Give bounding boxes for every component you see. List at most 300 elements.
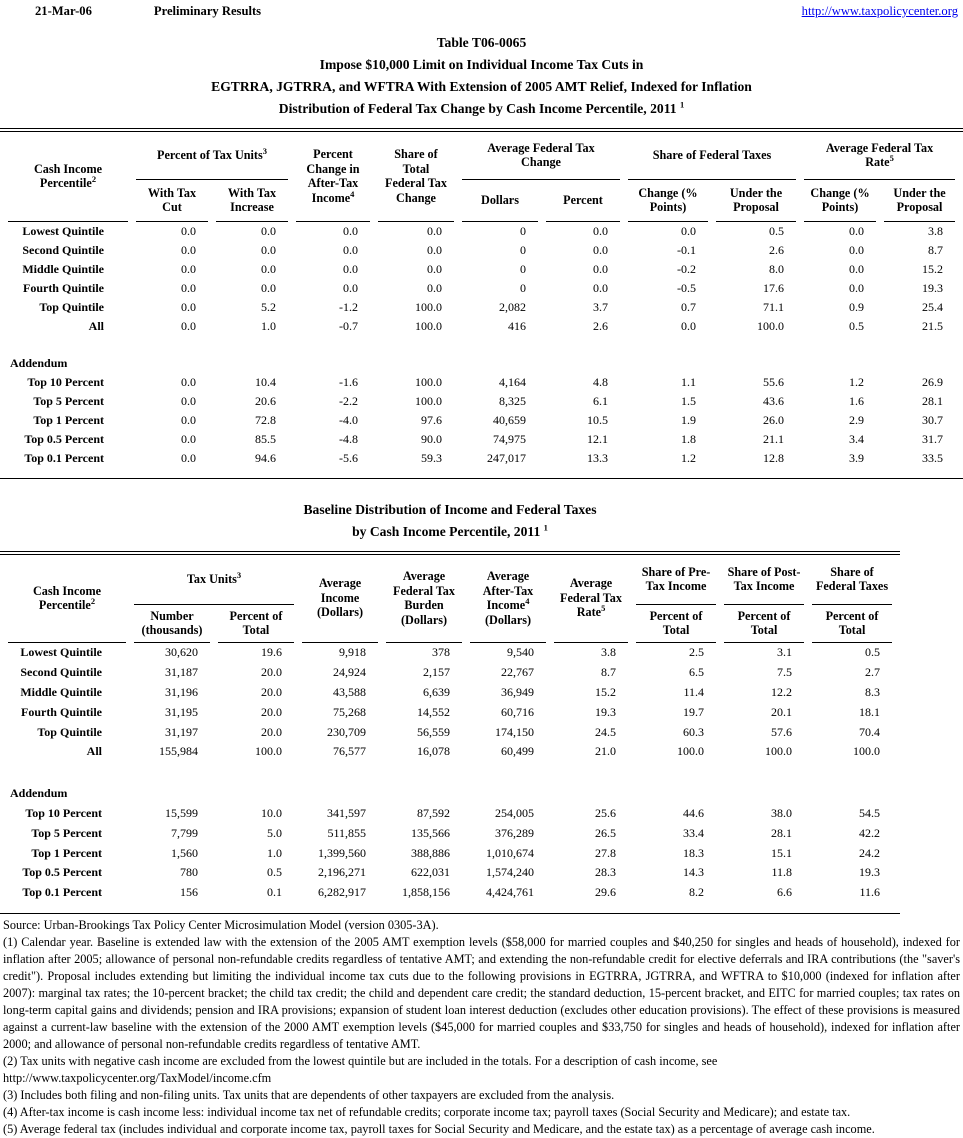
row-label: Top 5 Percent [33, 394, 104, 408]
cell-value: 3.8 [601, 645, 617, 660]
col-change-points: Change (% Points) [628, 180, 708, 222]
cell-value: 15.1 [771, 845, 793, 860]
table-row [8, 279, 955, 298]
cell-value: 15.2 [595, 684, 617, 699]
cell-value: 19.6 [261, 645, 283, 660]
cell-value: 20.1 [771, 704, 793, 719]
cell-value: 30,620 [165, 645, 198, 660]
cell-value: 28.1 [922, 394, 944, 408]
cell-value: 14,552 [417, 704, 451, 719]
cell-value: 36,949 [501, 684, 535, 699]
cell-value: -5.6 [339, 451, 358, 465]
cell-value: 14.3 [683, 865, 705, 880]
cell-value: 60.3 [683, 724, 705, 739]
table-row [8, 411, 955, 430]
cell-value: 1.5 [681, 394, 696, 408]
col-percent-of-total: Percent of Total [218, 605, 294, 643]
cell-value: 100.0 [677, 744, 705, 759]
cell-value: 100.0 [757, 319, 785, 333]
row-label: All [88, 319, 104, 333]
cell-value: 31,196 [165, 684, 198, 699]
cell-value: 1.0 [267, 845, 283, 860]
cell-value: 100.0 [415, 394, 442, 408]
cell-value: 24.2 [859, 845, 881, 860]
cell-value: 7,799 [171, 825, 198, 840]
cell-value: 20.0 [261, 724, 283, 739]
spacer-row [8, 336, 955, 354]
cell-value: 0.0 [181, 243, 196, 257]
cell-value: 100.0 [415, 375, 442, 389]
table-row [8, 430, 955, 449]
cell-value: 0.1 [267, 885, 283, 900]
cell-value: 8.7 [928, 243, 944, 257]
cell-value: 0.0 [427, 224, 442, 238]
group-average-federal-tax-rate: Average Federal Tax Rate$^5$ [804, 132, 955, 180]
cell-value: 19.7 [683, 704, 705, 719]
cell-value: -2.2 [339, 394, 358, 408]
row-label: All [86, 744, 102, 759]
group-share-federal-taxes: Share of Federal Taxes [812, 555, 892, 605]
cell-value: 0.0 [849, 262, 865, 276]
cell-value: -1.6 [339, 375, 358, 389]
row-label: Lowest Quintile [20, 645, 102, 660]
col-percent-of-total: Percent of Total [812, 605, 892, 643]
tax-change-table-container [0, 128, 963, 479]
cell-value: 135,566 [411, 825, 451, 840]
cell-value: 0.7 [681, 300, 696, 314]
report-date: 21-Mar-06 [35, 4, 92, 18]
cell-value: 0.0 [261, 243, 276, 257]
table-row [8, 843, 892, 863]
cell-value: 0.0 [593, 224, 608, 238]
cell-value: 25.4 [922, 300, 944, 314]
cell-value: 780 [180, 865, 198, 880]
cell-value: 0.0 [261, 281, 276, 295]
col-with-tax-cut: With Tax Cut [136, 180, 208, 222]
cell-value: 0.0 [849, 281, 865, 295]
cell-value: 6.5 [689, 665, 705, 680]
row-label: Top Quintile [39, 300, 104, 314]
cell-value: 0.5 [849, 319, 865, 333]
table-row [8, 804, 892, 824]
cell-value: 24,924 [333, 665, 367, 680]
cell-value: 3.8 [928, 224, 944, 238]
row-label: Top 1 Percent [33, 413, 104, 427]
cell-value: 6,282,917 [318, 885, 367, 900]
col-percent-of-total: Percent of Total [636, 605, 716, 643]
cell-value: 57.6 [771, 724, 793, 739]
cell-value: 1,574,240 [486, 865, 535, 880]
cell-value: -0.2 [677, 262, 696, 276]
col-under-proposal: Under the Proposal [716, 180, 796, 222]
cell-value: 0.5 [267, 865, 283, 880]
cell-value: 0 [520, 224, 526, 238]
cell-value: 2.6 [593, 319, 608, 333]
col-average-after-tax-income: Average After-Tax Income$^4$ (Dollars) [470, 555, 546, 643]
cell-value: 376,289 [495, 825, 535, 840]
cell-value: 0.0 [593, 281, 608, 295]
cell-value: 60,716 [501, 704, 535, 719]
cell-value: 0.0 [181, 281, 196, 295]
col-share-total-federal-tax-change: Share of Total Federal Tax Change [378, 132, 454, 222]
tax-change-table [0, 132, 963, 468]
quintile-rows [8, 643, 892, 762]
quintile-rows [8, 222, 955, 336]
table-row [8, 241, 955, 260]
table-row [8, 298, 955, 317]
cell-value: 18.1 [859, 704, 881, 719]
cell-value: 59.3 [421, 451, 442, 465]
table-row [8, 392, 955, 411]
cell-value: 27.8 [595, 845, 617, 860]
cell-value: 55.6 [763, 375, 785, 389]
cell-value: 90.0 [421, 432, 442, 446]
cell-value: 0.0 [343, 224, 358, 238]
cell-value: 247,017 [487, 451, 526, 465]
cell-value: 0.0 [181, 394, 196, 408]
cell-value: 0 [520, 262, 526, 276]
top-header [0, 0, 963, 19]
row-label: Top Quintile [37, 724, 102, 739]
cell-value: 3.1 [777, 645, 793, 660]
table-row [8, 823, 892, 843]
addendum-divider [8, 336, 955, 373]
row-label: Top 0.5 Percent [22, 865, 102, 880]
row-label: Top 0.1 Percent [22, 885, 102, 900]
baseline-table-title: Baseline Distribution of Income and Federal Taxes by Cash Income Percentile, 2011 $^1$ [303, 502, 597, 539]
cell-value: 1.2 [849, 375, 865, 389]
addendum-row [8, 354, 955, 373]
cell-value: 19.3 [595, 704, 617, 719]
cell-value: 8.2 [689, 885, 705, 900]
cell-value: 11.6 [859, 885, 881, 900]
cell-value: 9,918 [339, 645, 367, 660]
cell-value: -4.0 [339, 413, 358, 427]
cell-value: 71.1 [763, 300, 785, 314]
cell-value: -0.5 [677, 281, 696, 295]
cell-value: 10.4 [255, 375, 276, 389]
cell-value: 24.5 [595, 724, 617, 739]
cell-value: 1.8 [681, 432, 696, 446]
cell-value: 0.0 [343, 281, 358, 295]
cell-value: 8.3 [865, 684, 881, 699]
cell-value: 100.0 [415, 319, 442, 333]
cell-value: 174,150 [495, 724, 535, 739]
table-row [8, 222, 955, 241]
cell-value: 0.0 [181, 413, 196, 427]
baseline-table-container [0, 551, 900, 914]
spacer-row [8, 762, 892, 784]
cell-value: 1.1 [681, 375, 696, 389]
group-percent-of-tax-units: Percent of Tax Units$^3$ [136, 132, 288, 180]
addendum-divider [8, 762, 892, 804]
table-row [8, 683, 892, 703]
cell-value: 1.6 [849, 394, 865, 408]
cell-value: 21.5 [922, 319, 944, 333]
group-share-pre-tax-income: Share of Pre- Tax Income [636, 555, 716, 605]
table-row [8, 663, 892, 683]
cell-value: 0.0 [427, 281, 442, 295]
cell-value: 76,577 [333, 744, 367, 759]
baseline-distribution-table [0, 555, 900, 903]
row-label: Top 10 Percent [27, 375, 104, 389]
addendum-label: Addendum [10, 786, 68, 801]
col-dollars: Dollars [462, 180, 538, 222]
cell-value: 26.9 [922, 375, 944, 389]
cell-value: 15,599 [165, 805, 198, 820]
cell-value: 21.1 [763, 432, 785, 446]
cell-value: 12.2 [771, 684, 793, 699]
cell-value: 4.8 [593, 375, 608, 389]
cell-value: -0.1 [677, 243, 696, 257]
cell-value: 1,560 [171, 845, 198, 860]
cell-value: 74,975 [493, 432, 526, 446]
cell-value: 5.2 [261, 300, 276, 314]
row-label: Middle Quintile [22, 262, 104, 276]
footnote: (2) Tax units with negative cash income are excluded from the lowest quintile but are included in the totals. For a description of cash income, see http://www.taxpolicycenter.org/TaxModel/income.cfm [3, 1053, 718, 1085]
col-pct-change-after-tax-income: Percent Change in After-Tax Income$^4$ [296, 132, 370, 222]
group-share-post-tax-income: Share of Post- Tax Income [724, 555, 804, 605]
cell-value: 0.0 [427, 243, 442, 257]
report-status: Preliminary Results [153, 4, 262, 18]
cell-value: 19.3 [859, 865, 881, 880]
cell-value: 10.5 [587, 413, 608, 427]
cell-value: 100.0 [765, 744, 793, 759]
row-label: Second Quintile [22, 243, 104, 257]
cell-value: 0.0 [181, 375, 196, 389]
cell-value: 0.0 [593, 262, 608, 276]
cell-value: 0.0 [181, 300, 196, 314]
cell-value: 8,325 [499, 394, 526, 408]
cell-value: 5.0 [267, 825, 283, 840]
cell-value: 22,767 [501, 665, 535, 680]
col-average-federal-tax-burden: Average Federal Tax Burden (Dollars) [386, 555, 462, 643]
cell-value: 0.0 [427, 262, 442, 276]
cell-value: 6.6 [777, 885, 793, 900]
row-label: Second Quintile [20, 665, 102, 680]
cell-value: 0.0 [681, 319, 696, 333]
cell-value: 21.0 [595, 744, 617, 759]
cell-value: 33.5 [922, 451, 944, 465]
group-tax-units: Tax Units$^3$ [134, 555, 294, 605]
table-row [8, 373, 955, 392]
col-number-thousands: Number (thousands) [134, 605, 210, 643]
cell-value: 16,078 [417, 744, 451, 759]
cell-value: 1.0 [261, 319, 276, 333]
cell-value: 0.0 [343, 243, 358, 257]
cell-value: 40,659 [493, 413, 526, 427]
cell-value: 0 [520, 281, 526, 295]
row-label: Fourth Quintile [20, 704, 102, 719]
col-cash-income-percentile: Cash Income Percentile$^2$ [8, 132, 128, 222]
cell-value: 2.7 [865, 665, 881, 680]
footnote: (3) Includes both filing and non-filing units. Tax units that are dependents of other taxpayers are excluded from the analysis. [3, 1087, 615, 1102]
cell-value: 1,010,674 [486, 845, 535, 860]
col-average-income: Average Income (Dollars) [302, 555, 378, 643]
header-row-groups [8, 555, 892, 605]
addendum-label: Addendum [10, 356, 68, 370]
cell-value: 0.0 [261, 262, 276, 276]
table-row [8, 317, 955, 336]
cell-value: 26.5 [595, 825, 617, 840]
cell-value: 15.2 [922, 262, 944, 276]
cell-value: 230,709 [327, 724, 367, 739]
cell-value: 2,196,271 [318, 865, 367, 880]
cell-value: 19.3 [922, 281, 944, 295]
cell-value: 416 [508, 319, 526, 333]
cell-value: 0.0 [181, 451, 196, 465]
footnote: (1) Calendar year. Baseline is extended law with the extension of the 2005 AMT exemption levels ($58,000 for married couples and $40,250 for singles and heads of household), indexed for inflation after 2005; allowance of personal non-refundable credits regardless of tentative AMT; and extending the non-refundable credit for elective deferrals and IRA contributions (the "saver's credit"). Proposal includes extending but limiting the individual income tax cuts due to the following provisions in EGTRRA, JGTRRA, and WFTRA to $10,000 (indexed for inflation after 2007): marginal tax rates; the 10-percent bracket; the child tax credit; the child and dependent care credit; the standard deduction, 15-percent bracket, and EITC for married couples; tax rates on long-term capital gains and dividends; pension and IRA provisions; expansion of student loan interest deduction (excludes other education provisions). The effect of these provisions is measured against a current-law baseline with the extension of the 2000 AMT exemption levels ($45,000 for married couples and $33,750 for singles and heads of household), indexed for inflation after 2000; and allowance of personal non-refundable credits regardless of tentative AMT. [3, 934, 960, 1051]
table-row [8, 883, 892, 903]
header-row-groups [8, 132, 955, 180]
cell-value: 0.5 [769, 224, 785, 238]
cell-value: 1.2 [681, 451, 696, 465]
cell-value: 2.5 [689, 645, 705, 660]
cell-value: 100.0 [415, 300, 442, 314]
cell-value: 44.6 [683, 805, 705, 820]
col-average-federal-tax-rate: Average Federal Tax Rate$^5$ [554, 555, 628, 643]
cell-value: 17.6 [763, 281, 785, 295]
cell-value: 0.0 [849, 243, 865, 257]
cell-value: 9,540 [507, 645, 535, 660]
cell-value: 6,639 [423, 684, 451, 699]
cell-value: 3.7 [593, 300, 608, 314]
cell-value: 12.8 [763, 451, 785, 465]
cell-value: 11.4 [683, 684, 705, 699]
cell-value: 56,559 [417, 724, 451, 739]
cell-value: 511,855 [327, 825, 367, 840]
row-label: Top 10 Percent [25, 805, 102, 820]
cell-value: 20.0 [261, 665, 283, 680]
addendum-rows [8, 804, 892, 903]
table-row [8, 702, 892, 722]
cell-value: 2.6 [769, 243, 785, 257]
cell-value: 0.0 [181, 224, 196, 238]
cell-value: 622,031 [411, 865, 451, 880]
row-label: Middle Quintile [20, 684, 102, 699]
cell-value: 26.0 [763, 413, 785, 427]
cell-value: 28.1 [771, 825, 793, 840]
cell-value: 378 [432, 645, 451, 660]
col-change-points: Change (% Points) [804, 180, 876, 222]
cell-value: 6.1 [593, 394, 608, 408]
row-label: Fourth Quintile [22, 281, 104, 295]
row-label: Top 0.5 Percent [24, 432, 104, 446]
cell-value: 18.3 [683, 845, 705, 860]
cell-value: 2.9 [849, 413, 865, 427]
cell-value: 13.3 [587, 451, 608, 465]
header-row-subcolumns [8, 180, 955, 222]
cell-value: 4,424,761 [486, 885, 535, 900]
cell-value: 0.9 [849, 300, 865, 314]
cell-value: 10.0 [261, 805, 283, 820]
cell-value: 75,268 [333, 704, 367, 719]
cell-value: 43,588 [333, 684, 367, 699]
cell-value: 20.0 [261, 684, 283, 699]
cell-value: 31,197 [165, 724, 198, 739]
cell-value: 31,195 [165, 704, 198, 719]
cell-value: 2,082 [499, 300, 526, 314]
cell-value: 0.0 [181, 262, 196, 276]
table-row [8, 449, 955, 468]
cell-value: 100.0 [853, 744, 881, 759]
cell-value: 1,399,560 [318, 845, 367, 860]
cell-value: 2,157 [423, 665, 451, 680]
baseline-table-header [8, 555, 892, 643]
cell-value: -0.7 [339, 319, 358, 333]
cell-value: 43.6 [763, 394, 785, 408]
cell-value: 60,499 [501, 744, 535, 759]
cell-value: 1.9 [681, 413, 696, 427]
cell-value: 0.5 [865, 645, 881, 660]
cell-value: 0.0 [343, 262, 358, 276]
taxpolicycenter-link[interactable]: http://www.taxpolicycenter.org [801, 4, 958, 18]
cell-value: 254,005 [495, 805, 535, 820]
cell-value: 0.0 [261, 224, 276, 238]
cell-value: 25.6 [595, 805, 617, 820]
cell-value: 341,597 [327, 805, 367, 820]
cell-value: 388,886 [411, 845, 451, 860]
cell-value: 30.7 [922, 413, 944, 427]
cell-value: 0.0 [849, 224, 865, 238]
cell-value: 0 [520, 243, 526, 257]
cell-value: 0.0 [681, 224, 696, 238]
group-average-federal-tax-change: Average Federal Tax Change [462, 132, 620, 180]
col-under-proposal: Under the Proposal [884, 180, 955, 222]
cell-value: 8.0 [769, 262, 785, 276]
cell-value: 4,164 [499, 375, 526, 389]
footnotes-section [0, 917, 963, 1138]
cell-value: 28.3 [595, 865, 617, 880]
cell-value: 87,592 [417, 805, 451, 820]
row-label: Top 5 Percent [31, 825, 102, 840]
col-with-tax-increase: With Tax Increase [216, 180, 288, 222]
cell-value: 94.6 [255, 451, 276, 465]
table-row [8, 643, 892, 663]
cell-value: 33.4 [683, 825, 705, 840]
cell-value: 0.0 [181, 319, 196, 333]
cell-value: 29.6 [595, 885, 617, 900]
cell-value: 3.9 [849, 451, 865, 465]
cell-value: 3.4 [849, 432, 865, 446]
table-row [8, 722, 892, 742]
addendum-rows [8, 373, 955, 468]
row-label: Top 0.1 Percent [24, 451, 104, 465]
cell-value: 72.8 [255, 413, 276, 427]
cell-value: 20.6 [255, 394, 276, 408]
row-label: Top 1 Percent [31, 845, 102, 860]
col-cash-income-percentile: Cash Income Percentile$^2$ [8, 555, 126, 643]
cell-value: -4.8 [339, 432, 358, 446]
footnote: (5) Average federal tax (includes individual and corporate income tax, payroll taxes for Social Security and Medicare, and the estate tax) as a percentage of average cash income. [3, 1121, 875, 1136]
cell-value: 100.0 [255, 744, 283, 759]
cell-value: 0.0 [181, 432, 196, 446]
footnote: Source: Urban-Brookings Tax Policy Center Microsimulation Model (version 0305-3A). [3, 917, 439, 932]
cell-value: 155,984 [159, 744, 198, 759]
col-percent: Percent [546, 180, 620, 222]
cell-value: 8.7 [601, 665, 617, 680]
table-row [8, 260, 955, 279]
cell-value: 12.1 [587, 432, 608, 446]
cell-value: 31.7 [922, 432, 944, 446]
cell-value: -1.2 [339, 300, 358, 314]
cell-value: 31,187 [165, 665, 198, 680]
table-row [8, 742, 892, 762]
cell-value: 7.5 [777, 665, 793, 680]
cell-value: 54.5 [859, 805, 881, 820]
cell-value: 97.6 [421, 413, 442, 427]
cell-value: 11.8 [771, 865, 793, 880]
